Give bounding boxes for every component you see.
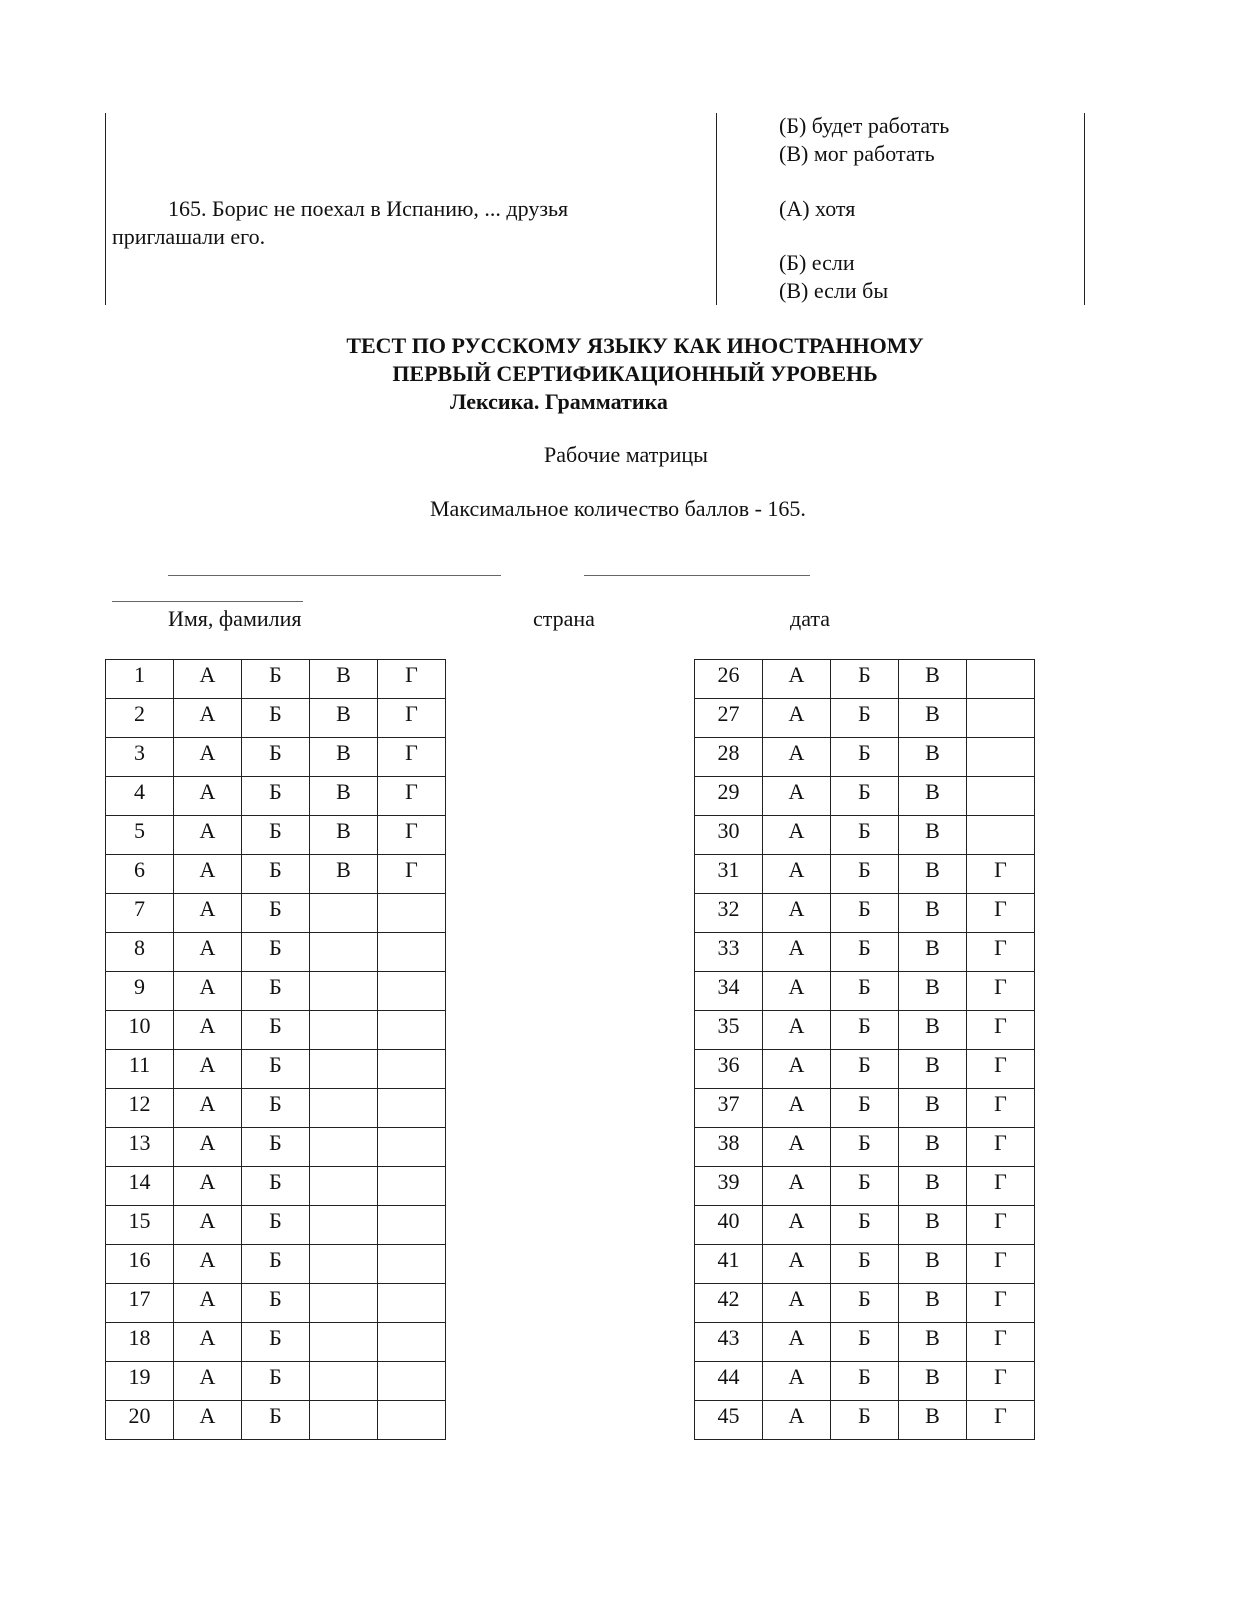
answer-option-cell[interactable] xyxy=(310,972,378,1011)
grid-row xyxy=(695,777,1035,816)
grid-row xyxy=(695,699,1035,738)
answer-option-cell[interactable] xyxy=(378,972,446,1011)
grid-row xyxy=(695,1362,1035,1401)
answer-option-cell[interactable]: Г xyxy=(378,777,446,816)
max-score: Максимальное количество баллов - 165. xyxy=(430,496,806,521)
answer-option-cell[interactable]: Б xyxy=(242,1128,310,1167)
question-number-cell: 10 xyxy=(106,1011,174,1050)
answer-option-cell[interactable]: А xyxy=(763,1284,831,1323)
question-number-cell: 12 xyxy=(106,1089,174,1128)
answer-option-cell[interactable]: Б xyxy=(242,1401,310,1440)
answer-option-cell[interactable]: Г xyxy=(967,1245,1035,1284)
answer-option-cell[interactable]: А xyxy=(763,816,831,855)
answer-option-cell[interactable]: Б xyxy=(242,1206,310,1245)
grid-row xyxy=(106,738,446,777)
date-label: дата xyxy=(790,606,831,631)
answer-option-cell[interactable] xyxy=(310,1284,378,1323)
answer-option-cell[interactable] xyxy=(967,699,1035,738)
answer-option-cell[interactable]: Г xyxy=(967,1206,1035,1245)
date-underline xyxy=(112,601,303,602)
answer-option-cell[interactable]: Г xyxy=(967,1011,1035,1050)
answer-option-cell[interactable]: А xyxy=(763,1323,831,1362)
answer-option-cell[interactable] xyxy=(378,933,446,972)
answer-option-cell[interactable] xyxy=(378,1323,446,1362)
answer-option-cell[interactable]: В xyxy=(310,816,378,855)
answer-option-cell[interactable]: Б xyxy=(831,1167,899,1206)
grid-row xyxy=(695,1050,1035,1089)
grid-row xyxy=(695,933,1035,972)
answer-option-cell[interactable]: Г xyxy=(967,1401,1035,1440)
grid-row xyxy=(106,1323,446,1362)
prev-option-b: (Б) будет работать xyxy=(779,113,950,138)
answer-option-cell[interactable]: А xyxy=(174,1167,242,1206)
grid-row xyxy=(695,1284,1035,1323)
answer-option-cell[interactable]: А xyxy=(763,1050,831,1089)
answer-option-cell[interactable] xyxy=(378,1167,446,1206)
answer-option-cell[interactable]: В xyxy=(899,1167,967,1206)
question-number-cell: 43 xyxy=(695,1323,763,1362)
answer-option-cell[interactable] xyxy=(310,1362,378,1401)
answer-option-cell[interactable]: А xyxy=(763,738,831,777)
answer-option-cell[interactable]: А xyxy=(763,855,831,894)
grid-row xyxy=(106,1050,446,1089)
answer-option-cell[interactable] xyxy=(310,1011,378,1050)
grid-row xyxy=(106,699,446,738)
grid-row xyxy=(106,816,446,855)
answer-option-cell[interactable]: Б xyxy=(242,855,310,894)
answer-option-cell[interactable]: В xyxy=(899,738,967,777)
answer-option-cell[interactable]: Б xyxy=(831,1362,899,1401)
question-number-cell: 19 xyxy=(106,1362,174,1401)
answer-option-cell[interactable]: Г xyxy=(967,1362,1035,1401)
answer-option-cell[interactable] xyxy=(310,1128,378,1167)
answer-option-cell[interactable]: А xyxy=(763,777,831,816)
answer-option-cell[interactable]: Б xyxy=(242,1089,310,1128)
question-number-cell: 13 xyxy=(106,1128,174,1167)
country-underline xyxy=(584,575,810,576)
answer-option-cell[interactable]: В xyxy=(899,816,967,855)
grid-row xyxy=(695,816,1035,855)
answer-option-cell[interactable]: Г xyxy=(967,972,1035,1011)
answer-option-cell[interactable]: Б xyxy=(831,1401,899,1440)
answer-option-cell[interactable]: Б xyxy=(242,777,310,816)
answer-grid-left xyxy=(105,659,446,1440)
answer-option-cell[interactable]: Б xyxy=(242,816,310,855)
answer-option-cell[interactable]: В xyxy=(899,1128,967,1167)
answer-option-cell[interactable]: Б xyxy=(242,1362,310,1401)
answer-option-cell[interactable]: Б xyxy=(831,1206,899,1245)
answer-option-cell[interactable]: Б xyxy=(242,972,310,1011)
answer-option-cell[interactable] xyxy=(378,1362,446,1401)
grid-row xyxy=(695,1089,1035,1128)
question-number-cell: 36 xyxy=(695,1050,763,1089)
question-number-cell: 5 xyxy=(106,816,174,855)
grid-row xyxy=(106,1011,446,1050)
question-number-cell: 7 xyxy=(106,894,174,933)
answer-option-cell[interactable]: Г xyxy=(378,816,446,855)
answer-option-cell[interactable]: Г xyxy=(967,1128,1035,1167)
answer-option-cell[interactable]: Б xyxy=(831,972,899,1011)
question-number-cell: 3 xyxy=(106,738,174,777)
answer-option-cell[interactable]: А xyxy=(174,1206,242,1245)
answer-option-cell[interactable]: Б xyxy=(831,894,899,933)
question-165-line1: 165. Борис не поехал в Испанию, ... друзья xyxy=(168,196,569,221)
grid-row xyxy=(106,972,446,1011)
question-number-cell: 2 xyxy=(106,699,174,738)
question-number-cell: 11 xyxy=(106,1050,174,1089)
question-number-cell: 32 xyxy=(695,894,763,933)
answer-option-cell[interactable]: Г xyxy=(967,1050,1035,1089)
question-number-cell: 28 xyxy=(695,738,763,777)
question-number-cell: 8 xyxy=(106,933,174,972)
answer-option-cell[interactable] xyxy=(378,1089,446,1128)
grid-row xyxy=(695,738,1035,777)
name-underline xyxy=(168,575,501,576)
answer-option-cell[interactable] xyxy=(310,1089,378,1128)
grid-row xyxy=(695,660,1035,699)
answer-option-cell[interactable] xyxy=(378,1011,446,1050)
answer-option-cell[interactable]: В xyxy=(899,1362,967,1401)
answer-option-cell[interactable]: А xyxy=(174,1323,242,1362)
grid-row xyxy=(106,1362,446,1401)
answer-option-cell[interactable] xyxy=(310,1167,378,1206)
answer-option-cell[interactable]: Б xyxy=(831,777,899,816)
answer-option-cell[interactable]: А xyxy=(174,1011,242,1050)
grid-row xyxy=(106,933,446,972)
answer-option-cell[interactable]: Б xyxy=(831,1050,899,1089)
answer-option-cell[interactable]: Г xyxy=(967,855,1035,894)
answer-option-cell[interactable] xyxy=(310,1323,378,1362)
answer-option-cell[interactable] xyxy=(310,1245,378,1284)
answer-option-cell[interactable]: А xyxy=(763,894,831,933)
answer-option-cell[interactable]: Б xyxy=(242,1245,310,1284)
grid-row xyxy=(695,972,1035,1011)
answer-option-cell[interactable]: Б xyxy=(831,1128,899,1167)
question-number-cell: 20 xyxy=(106,1401,174,1440)
question-number-cell: 39 xyxy=(695,1167,763,1206)
answer-option-cell[interactable]: А xyxy=(763,699,831,738)
question-number-cell: 29 xyxy=(695,777,763,816)
answer-option-cell[interactable]: А xyxy=(174,855,242,894)
answer-option-cell[interactable]: А xyxy=(763,1206,831,1245)
grid-row xyxy=(106,1401,446,1440)
answer-option-cell[interactable]: Б xyxy=(242,660,310,699)
answer-option-cell[interactable]: В xyxy=(899,972,967,1011)
option-a: (А) хотя xyxy=(779,196,856,221)
answer-option-cell[interactable]: Б xyxy=(831,933,899,972)
answer-option-cell[interactable]: Б xyxy=(242,1167,310,1206)
question-number-cell: 37 xyxy=(695,1089,763,1128)
answer-option-cell[interactable]: А xyxy=(763,1245,831,1284)
grid-row xyxy=(106,1245,446,1284)
answer-option-cell[interactable]: А xyxy=(763,1362,831,1401)
grid-row xyxy=(106,1284,446,1323)
answer-option-cell[interactable]: В xyxy=(899,1089,967,1128)
answer-option-cell[interactable]: А xyxy=(174,777,242,816)
question-number-cell: 18 xyxy=(106,1323,174,1362)
question-number-cell: 14 xyxy=(106,1167,174,1206)
answer-option-cell[interactable] xyxy=(967,660,1035,699)
question-number-cell: 40 xyxy=(695,1206,763,1245)
answer-option-cell[interactable]: В xyxy=(310,699,378,738)
answer-option-cell[interactable]: В xyxy=(899,894,967,933)
answer-option-cell[interactable] xyxy=(967,816,1035,855)
answer-option-cell[interactable]: Б xyxy=(831,699,899,738)
answer-option-cell[interactable] xyxy=(310,1050,378,1089)
question-table-right-border xyxy=(1084,113,1085,305)
grid-row xyxy=(106,855,446,894)
answer-grid-right xyxy=(694,659,1035,1440)
answer-option-cell[interactable]: А xyxy=(763,1011,831,1050)
answer-option-cell[interactable]: А xyxy=(174,1089,242,1128)
answer-option-cell[interactable]: Б xyxy=(242,738,310,777)
answer-option-cell[interactable]: А xyxy=(763,1167,831,1206)
grid-row xyxy=(695,1245,1035,1284)
question-number-cell: 4 xyxy=(106,777,174,816)
question-number-cell: 30 xyxy=(695,816,763,855)
answer-option-cell[interactable] xyxy=(310,1401,378,1440)
grid-row xyxy=(106,1089,446,1128)
grid-row xyxy=(695,1323,1035,1362)
answer-option-cell[interactable]: Б xyxy=(242,894,310,933)
answer-option-cell[interactable]: В xyxy=(899,1323,967,1362)
question-number-cell: 41 xyxy=(695,1245,763,1284)
grid-row xyxy=(106,1167,446,1206)
grid-row xyxy=(695,1206,1035,1245)
title-line2: ПЕРВЫЙ СЕРТИФИКАЦИОННЫЙ УРОВЕНЬ xyxy=(392,361,878,386)
answer-option-cell[interactable]: А xyxy=(174,1362,242,1401)
answer-option-cell[interactable]: Б xyxy=(831,1245,899,1284)
answer-option-cell[interactable] xyxy=(310,894,378,933)
answer-option-cell[interactable]: Б xyxy=(242,1284,310,1323)
question-number-cell: 42 xyxy=(695,1284,763,1323)
answer-option-cell[interactable]: Г xyxy=(378,699,446,738)
answer-option-cell[interactable]: А xyxy=(763,660,831,699)
prev-option-v: (В) мог работать xyxy=(779,141,935,166)
answer-option-cell[interactable]: Г xyxy=(967,1089,1035,1128)
question-number-cell: 44 xyxy=(695,1362,763,1401)
answer-option-cell[interactable]: В xyxy=(899,699,967,738)
answer-option-cell[interactable]: А xyxy=(174,738,242,777)
answer-option-cell[interactable]: Б xyxy=(831,816,899,855)
grid-row xyxy=(695,855,1035,894)
answer-option-cell[interactable]: В xyxy=(899,1245,967,1284)
country-label: страна xyxy=(533,606,595,631)
answer-option-cell[interactable]: Б xyxy=(242,933,310,972)
answer-option-cell[interactable]: Б xyxy=(242,1323,310,1362)
answer-option-cell[interactable] xyxy=(310,933,378,972)
answer-option-cell[interactable]: А xyxy=(763,933,831,972)
title-line1: ТЕСТ ПО РУССКОМУ ЯЗЫКУ КАК ИНОСТРАННОМУ xyxy=(346,333,924,358)
answer-option-cell[interactable]: А xyxy=(174,660,242,699)
answer-option-cell[interactable]: В xyxy=(899,1011,967,1050)
answer-option-cell[interactable]: Б xyxy=(242,1011,310,1050)
answer-option-cell[interactable]: В xyxy=(899,1284,967,1323)
answer-option-cell[interactable]: В xyxy=(899,933,967,972)
answer-option-cell[interactable]: Б xyxy=(831,1323,899,1362)
subtitle: Рабочие матрицы xyxy=(544,442,708,467)
answer-option-cell[interactable]: А xyxy=(763,972,831,1011)
question-number-cell: 34 xyxy=(695,972,763,1011)
grid-row xyxy=(106,894,446,933)
answer-option-cell[interactable]: Г xyxy=(378,660,446,699)
question-165-line2: приглашали его. xyxy=(112,224,266,249)
answer-option-cell[interactable]: А xyxy=(174,1245,242,1284)
grid-row xyxy=(695,1011,1035,1050)
grid-row xyxy=(106,660,446,699)
answer-option-cell[interactable]: А xyxy=(174,894,242,933)
answer-option-cell[interactable]: Г xyxy=(967,1323,1035,1362)
question-number-cell: 6 xyxy=(106,855,174,894)
question-number-cell: 9 xyxy=(106,972,174,1011)
answer-option-cell[interactable]: А xyxy=(174,1284,242,1323)
answer-option-cell[interactable]: Б xyxy=(831,738,899,777)
question-number-cell: 38 xyxy=(695,1128,763,1167)
answer-option-cell[interactable]: В xyxy=(899,1050,967,1089)
answer-option-cell[interactable]: Б xyxy=(242,1050,310,1089)
answer-option-cell[interactable]: А xyxy=(763,1089,831,1128)
question-number-cell: 1 xyxy=(106,660,174,699)
question-number-cell: 33 xyxy=(695,933,763,972)
question-table-middle-border xyxy=(716,113,717,305)
grid-row xyxy=(695,1401,1035,1440)
answer-option-cell[interactable]: А xyxy=(174,1128,242,1167)
answer-option-cell[interactable]: А xyxy=(174,972,242,1011)
answer-option-cell[interactable]: Б xyxy=(831,660,899,699)
question-number-cell: 35 xyxy=(695,1011,763,1050)
answer-option-cell[interactable] xyxy=(378,1128,446,1167)
answer-option-cell[interactable]: Г xyxy=(967,894,1035,933)
answer-option-cell[interactable]: В xyxy=(310,738,378,777)
answer-option-cell[interactable]: В xyxy=(899,777,967,816)
question-number-cell: 31 xyxy=(695,855,763,894)
answer-option-cell[interactable]: В xyxy=(899,1401,967,1440)
grid-row xyxy=(695,1167,1035,1206)
answer-option-cell[interactable]: А xyxy=(174,699,242,738)
option-v: (В) если бы xyxy=(779,278,889,303)
answer-option-cell[interactable]: А xyxy=(174,1401,242,1440)
question-number-cell: 45 xyxy=(695,1401,763,1440)
answer-option-cell[interactable]: В xyxy=(899,1206,967,1245)
answer-option-cell[interactable]: Г xyxy=(967,1284,1035,1323)
answer-option-cell[interactable]: Г xyxy=(378,738,446,777)
grid-row xyxy=(695,1128,1035,1167)
answer-option-cell[interactable]: А xyxy=(174,1050,242,1089)
question-number-cell: 27 xyxy=(695,699,763,738)
answer-option-cell[interactable] xyxy=(967,738,1035,777)
answer-option-cell[interactable] xyxy=(310,1206,378,1245)
answer-option-cell[interactable]: В xyxy=(899,855,967,894)
name-label: Имя, фамилия xyxy=(168,606,302,631)
answer-option-cell[interactable] xyxy=(378,1245,446,1284)
option-b: (Б) если xyxy=(779,250,855,275)
answer-option-cell[interactable]: А xyxy=(174,933,242,972)
answer-option-cell[interactable] xyxy=(378,1050,446,1089)
answer-option-cell[interactable]: Б xyxy=(831,1011,899,1050)
answer-option-cell[interactable] xyxy=(378,1401,446,1440)
answer-option-cell[interactable]: Б xyxy=(831,855,899,894)
answer-option-cell[interactable] xyxy=(378,894,446,933)
answer-option-cell[interactable]: В xyxy=(310,660,378,699)
answer-option-cell[interactable] xyxy=(378,1284,446,1323)
answer-option-cell[interactable]: А xyxy=(763,1401,831,1440)
answer-option-cell[interactable]: Б xyxy=(831,1089,899,1128)
title-line3: Лексика. Грамматика xyxy=(450,389,668,414)
answer-option-cell[interactable]: Г xyxy=(967,1167,1035,1206)
answer-option-cell[interactable]: А xyxy=(174,816,242,855)
answer-option-cell[interactable]: В xyxy=(899,660,967,699)
question-number-cell: 17 xyxy=(106,1284,174,1323)
answer-option-cell[interactable]: Б xyxy=(242,699,310,738)
question-number-cell: 26 xyxy=(695,660,763,699)
answer-option-cell[interactable]: А xyxy=(763,1128,831,1167)
answer-option-cell[interactable]: Б xyxy=(831,1284,899,1323)
grid-row xyxy=(106,777,446,816)
grid-row xyxy=(106,1128,446,1167)
answer-option-cell[interactable]: Г xyxy=(967,933,1035,972)
answer-option-cell[interactable] xyxy=(378,1206,446,1245)
question-number-cell: 15 xyxy=(106,1206,174,1245)
grid-row xyxy=(106,1206,446,1245)
answer-option-cell[interactable]: В xyxy=(310,855,378,894)
answer-option-cell[interactable] xyxy=(967,777,1035,816)
grid-row xyxy=(695,894,1035,933)
question-table-left-border xyxy=(105,113,106,305)
question-number-cell: 16 xyxy=(106,1245,174,1284)
answer-option-cell[interactable]: В xyxy=(310,777,378,816)
answer-option-cell[interactable]: Г xyxy=(378,855,446,894)
